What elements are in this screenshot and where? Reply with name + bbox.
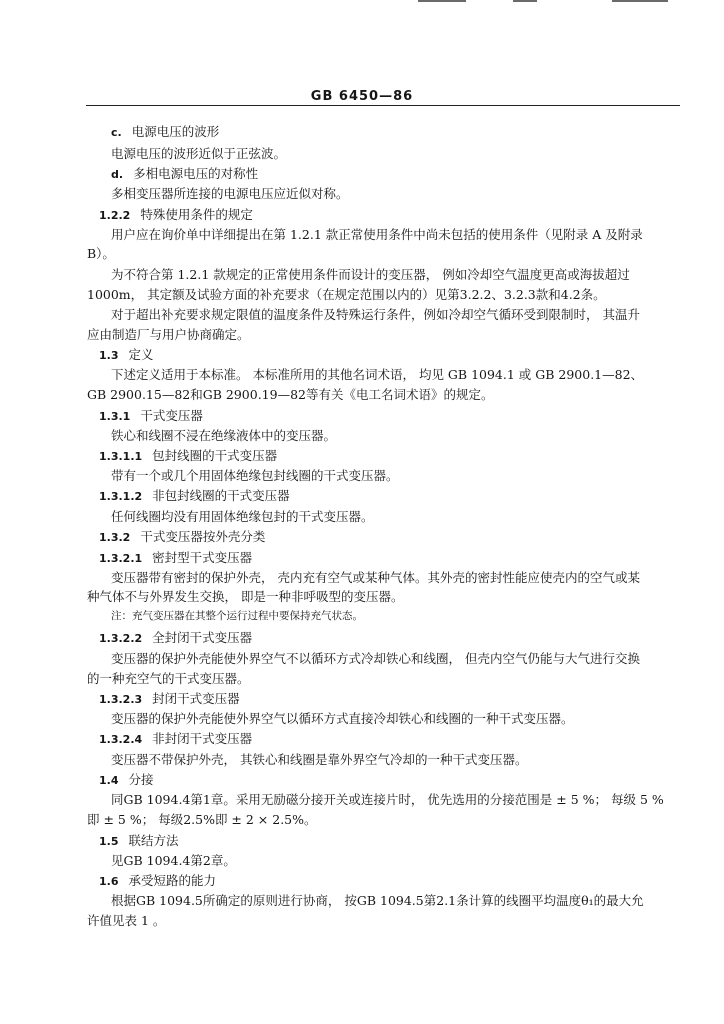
body-text-line: [111, 752, 527, 767]
line-text: 联结方法: [128, 833, 179, 848]
line-text: 变压器带有密封的保护外壳， 壳内充有空气或某种气体。其外壳的密封性能应使壳内的空气或某: [111, 570, 640, 585]
line-text: 电源电压的波形近似于正弦波。: [111, 146, 287, 161]
line-text: 的一种充空气的干式变压器。: [87, 671, 250, 686]
body-text-line: [111, 853, 236, 868]
body-text-line: [87, 246, 115, 261]
line-text: 包封线圈的干式变压器: [152, 448, 278, 463]
body-text-line: [87, 387, 493, 402]
body-text-line: [87, 671, 250, 686]
section-number: 1.5: [99, 835, 119, 848]
line-text: 封闭干式变压器: [152, 691, 240, 706]
section-number: 1.3.1.2: [99, 490, 143, 503]
scan-edge-mark: [513, 0, 537, 2]
body-text-line: [111, 146, 286, 161]
line-text: GB 2900.15—82和GB 2900.19—82等有关《电工名词术语》的规定。: [87, 387, 494, 402]
section-heading: [99, 691, 240, 707]
section-number: 1.3.2.3: [99, 693, 143, 706]
line-text: 见GB 1094.4第2章。: [111, 853, 236, 868]
section-number: 1.2.2: [99, 209, 131, 222]
page-header-code: GB 6450—86: [310, 89, 414, 104]
body-text-line: [111, 227, 643, 242]
section-heading: [111, 166, 258, 182]
line-text: 对于超出补充要求规定限值的温度条件及特殊运行条件，例如冷却空气循环受到限制时， 其温升: [111, 307, 640, 322]
line-text: 铁心和线圈不浸在绝缘液体中的变压器。: [111, 428, 337, 443]
line-text: 种气体不与外界发生交换， 即是一种非呼吸型的变压器。: [87, 589, 404, 604]
section-number: 1.3.2: [99, 531, 131, 544]
line-text: 1000m， 其定额及试验方面的补充要求（在规定范围以内的）见第3.2.2、3.2.3款和4.2条。: [87, 287, 606, 302]
line-text: 任何线圈均没有用固体绝缘包封的干式变压器。: [111, 509, 374, 524]
body-text-line: [111, 651, 640, 666]
section-number: 1.3.1.1: [99, 450, 143, 463]
section-number: 1.3.2.1: [99, 552, 143, 565]
body-text-line: [111, 468, 399, 483]
line-text: 变压器的保护外壳能使外界空气不以循环方式冷却铁心和线圈， 但壳内空气仍能与大气进行交换: [111, 651, 640, 666]
body-text-line: [111, 307, 640, 322]
section-heading: [99, 529, 265, 545]
section-number: 1.6: [99, 875, 119, 888]
line-text: 根据GB 1094.5所确定的原则进行协商， 按GB 1094.5第2.1条计算的线圈平均温度θ₁的最大允: [111, 893, 644, 908]
section-number: 1.4: [99, 774, 119, 787]
body-text-line: [87, 812, 317, 827]
line-text: 同GB 1094.4第1章。采用无励磁分接开关或连接片时， 优先选用的分接范围是 ± 5 %； 每级 5 %: [111, 792, 664, 807]
scan-edge-mark: [418, 0, 466, 2]
body-text-line: [111, 267, 630, 282]
line-text: 承受短路的能力: [128, 873, 217, 888]
section-heading: [111, 124, 219, 140]
section-number: c.: [111, 126, 122, 139]
section-number: 1.3.1: [99, 410, 131, 423]
line-text: 带有一个或几个用固体绝缘包封线圈的干式变压器。: [111, 468, 399, 483]
body-text-line: [87, 327, 250, 342]
body-text-line: [87, 913, 165, 928]
section-heading: [99, 772, 154, 788]
line-text: 变压器的保护外壳能使外界空气以循环方式直接冷却铁心和线圈的一种干式变压器。: [111, 711, 574, 726]
body-text-line: [111, 711, 574, 726]
header-rule: [86, 105, 680, 106]
line-text: 应由制造厂与用户协商确定。: [87, 327, 250, 342]
body-text-line: [111, 186, 349, 201]
section-heading: [99, 207, 253, 223]
body-text-line: [111, 428, 336, 443]
section-number: d.: [111, 168, 124, 181]
line-text: 变压器不带保护外壳， 其铁心和线圈是靠外界空气冷却的一种干式变压器。: [111, 752, 528, 767]
section-heading: [99, 488, 290, 504]
line-text: 定义: [128, 347, 154, 362]
section-heading: [99, 550, 252, 566]
section-heading: [99, 448, 277, 464]
line-text: 非封闭干式变压器: [152, 731, 253, 746]
line-text: 多相变压器所连接的电源电压应近似对称。: [111, 186, 349, 201]
line-text: 非包封线圈的干式变压器: [152, 488, 290, 503]
section-number: 1.3: [99, 349, 119, 362]
body-text-line: [111, 792, 664, 807]
scan-edge-mark: [612, 0, 668, 2]
line-text: 密封型干式变压器: [152, 550, 253, 565]
line-text: 特殊使用条件的规定: [140, 207, 253, 222]
line-text: 干式变压器: [140, 408, 203, 423]
line-text: 为不符合第 1.2.1 款规定的正常使用条件而设计的变压器， 例如冷却空气温度更高或海拔超过: [111, 267, 630, 282]
section-number: 1.3.2.4: [99, 733, 143, 746]
line-text: 即 ± 5 %； 每级2.5%即 ± 2 × 2.5%。: [87, 812, 317, 827]
line-text: 电源电压的波形: [131, 124, 220, 139]
section-heading: [99, 630, 252, 646]
line-text: 分接: [128, 772, 154, 787]
line-text: 全封闭干式变压器: [152, 630, 253, 645]
line-text: B）。: [87, 246, 115, 261]
section-number: 1.3.2.2: [99, 632, 143, 645]
section-heading: [99, 873, 216, 889]
body-text-line: [111, 893, 644, 908]
line-text: 下述定义适用于本标准。 本标准所用的其他名词术语， 均见 GB 1094.1 或 GB 2900.1—82、: [111, 367, 644, 382]
body-text-line: [111, 609, 363, 624]
section-heading: [99, 347, 154, 363]
body-text-line: [111, 570, 640, 585]
body-text-line: [87, 589, 403, 604]
section-heading: [99, 408, 203, 424]
section-heading: [99, 731, 252, 747]
line-text: 多相电源电压的对称性: [133, 166, 259, 181]
body-text-line: [111, 509, 374, 524]
line-text: 用户应在询价单中详细提出在第 1.2.1 款正常使用条件中尚未包括的使用条件（见附录 A 及附录: [111, 227, 643, 242]
section-heading: [99, 833, 179, 849]
line-text: 干式变压器按外壳分类: [140, 529, 266, 544]
body-text-line: [87, 287, 606, 302]
body-text-line: [111, 367, 643, 382]
line-text: 许值见表 1 。: [87, 913, 166, 928]
line-text: 注：充气变压器在其整个运行过程中要保持充气状态。: [111, 610, 363, 622]
